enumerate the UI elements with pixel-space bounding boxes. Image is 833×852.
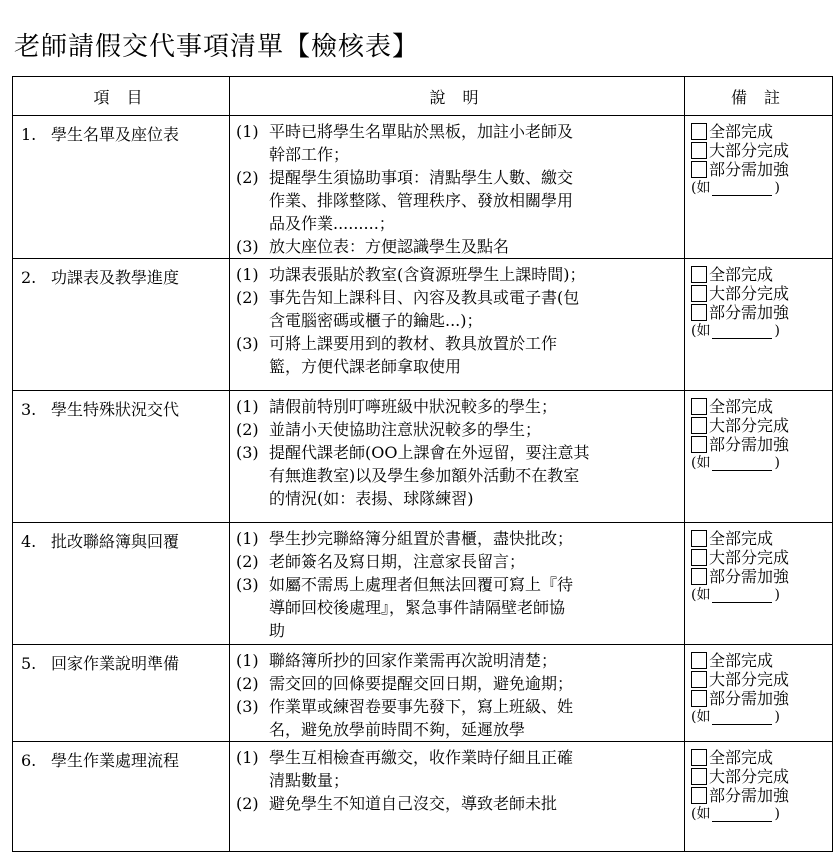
line-number: (1) [236,529,259,548]
item-cell [13,742,230,852]
other-open: (如 [691,180,711,196]
item-number: 5. [21,654,37,673]
note-cell [685,116,833,259]
table-row [13,742,833,852]
description-line [236,619,680,642]
note-option [691,548,832,567]
option-label: 部分需加強 [709,160,790,179]
fill-in-blank[interactable] [712,588,772,603]
checkbox[interactable] [691,768,707,785]
line-number: (3) [236,697,259,716]
note-option [691,786,832,805]
description-cell [230,645,685,742]
fill-in-blank[interactable] [712,181,772,196]
description-line [236,263,680,286]
note-cell [685,645,833,742]
description-line [236,596,680,619]
line-text: 學生互相檢查再繳交，收作業時仔細且正確 [269,748,574,767]
checkbox[interactable] [691,161,707,178]
note-option [691,767,832,786]
line-text: 並請小天使協助注意狀況較多的學生； [269,420,542,439]
item-number: 3. [21,400,37,419]
description-line [236,649,680,672]
header-row [13,77,833,116]
line-text: 導師回校後處理』，緊急事件請隔壁老師協 [269,598,566,617]
checkbox[interactable] [691,398,707,415]
line-number: (3) [236,443,259,462]
header-item: 項 目 [13,77,230,116]
note-other [691,322,832,341]
line-text: 名，避免放學前時間不夠，延遲放學 [269,720,526,739]
option-label: 大部分完成 [709,141,790,160]
checkbox[interactable] [691,123,707,140]
item-name: 回家作業說明準備 [51,654,180,673]
note-option [691,303,832,322]
line-number: (1) [236,265,259,284]
item-cell [13,116,230,259]
line-text: 有無進教室)以及學生參加額外活動不在教室 [269,466,580,485]
line-text: 助 [269,621,286,640]
option-label: 全部完成 [709,651,774,670]
description-line [236,309,680,332]
option-label: 部分需加強 [709,567,790,586]
description-line [236,395,680,418]
line-number [236,487,269,510]
line-number [236,769,269,792]
description-line [236,573,680,596]
line-text: 提醒代課老師(OO上課會在外逗留，要注意其 [269,443,590,462]
option-label: 全部完成 [709,397,774,416]
option-label: 全部完成 [709,748,774,767]
checklist-table [12,76,833,852]
line-number [236,189,269,212]
description-line [236,355,680,378]
item-cell [13,259,230,391]
description-line [236,746,680,769]
line-number: (2) [236,674,259,693]
other-close: ) [774,323,780,339]
checkbox[interactable] [691,690,707,707]
line-text: 老師簽名及寫日期，注意家長留言； [269,552,526,571]
description-cell [230,259,685,391]
item-cell [13,391,230,523]
line-text: 如屬不需馬上處理者但無法回覆可寫上『待 [269,575,574,594]
note-cell [685,523,833,645]
line-number [236,143,269,166]
other-open: (如 [691,323,711,339]
option-label: 大部分完成 [709,767,790,786]
description-line [236,550,680,573]
fill-in-blank[interactable] [712,324,772,339]
line-number: (1) [236,122,259,141]
line-text: 清點數量； [269,771,350,790]
note-cell [685,391,833,523]
line-text: 功課表張貼於教室(含資源班學生上課時間)； [269,265,586,284]
header-note: 備 註 [685,77,833,116]
checkbox[interactable] [691,749,707,766]
other-close: ) [774,709,780,725]
description-cell [230,391,685,523]
note-other [691,708,832,727]
line-number: (1) [236,397,259,416]
item-name: 功課表及教學進度 [51,268,180,287]
other-open: (如 [691,455,711,471]
note-option [691,670,832,689]
option-label: 大部分完成 [709,548,790,567]
other-close: ) [774,180,780,196]
line-number [236,596,269,619]
line-text: 平時已將學生名單貼於黑板，加註小老師及 [269,122,574,141]
line-text: 避免學生不知道自己沒交，導致老師未批 [269,794,558,813]
description-line [236,120,680,143]
item-number: 2. [21,268,37,287]
description-line [236,166,680,189]
item-name: 批改聯絡簿與回覆 [51,532,180,551]
option-label: 全部完成 [709,265,774,284]
description-cell [230,116,685,259]
note-other [691,805,832,824]
table-row [13,259,833,391]
item-name: 學生作業處理流程 [51,751,180,770]
description-cell [230,523,685,645]
note-option [691,284,832,303]
document-title: 老師請假交代事項清單【檢核表】 [14,32,420,62]
table-row [13,391,833,523]
line-number: (3) [236,575,259,594]
item-cell [13,645,230,742]
checkbox[interactable] [691,285,707,302]
note-option [691,416,832,435]
note-option [691,529,832,548]
note-option [691,435,832,454]
line-number: (1) [236,748,259,767]
description-line [236,464,680,487]
other-open: (如 [691,587,711,603]
option-label: 全部完成 [709,529,774,548]
note-option [691,397,832,416]
note-option [691,748,832,767]
line-number: (2) [236,168,259,187]
description-line [236,718,680,741]
line-number [236,464,269,487]
line-text: 含電腦密碼或櫃子的鑰匙...)； [269,311,483,330]
option-label: 大部分完成 [709,416,790,435]
line-text: 可將上課要用到的教材、教具放置於工作 [269,334,558,353]
other-close: ) [774,587,780,603]
description-line [236,487,680,510]
option-label: 部分需加強 [709,303,790,322]
description-line [236,672,680,695]
checkbox[interactable] [691,304,707,321]
description-line [236,286,680,309]
note-cell [685,742,833,852]
description-line [236,792,680,815]
note-other [691,586,832,605]
other-close: ) [774,455,780,471]
table-row [13,523,833,645]
description-line [236,695,680,718]
option-label: 大部分完成 [709,284,790,303]
line-text: 籃，方便代課老師拿取使用 [269,357,462,376]
note-cell [685,259,833,391]
note-option [691,567,832,586]
description-cell [230,742,685,852]
line-text: 幹部工作； [269,145,350,164]
checkbox[interactable] [691,787,707,804]
line-number: (2) [236,420,259,439]
line-text: 的情況(如：表揚、球隊練習) [269,489,474,508]
description-line [236,212,680,235]
line-text: 學生抄完聯絡簿分組置於書櫃，盡快批改； [269,529,574,548]
line-number: (1) [236,651,259,670]
description-line [236,769,680,792]
line-number: (3) [236,334,259,353]
option-label: 部分需加強 [709,786,790,805]
description-line [236,189,680,212]
fill-in-blank[interactable] [712,456,772,471]
item-name: 學生名單及座位表 [51,125,180,144]
item-number: 6. [21,751,37,770]
checkbox[interactable] [691,266,707,283]
item-name: 學生特殊狀況交代 [51,400,180,419]
note-option [691,160,832,179]
note-other [691,179,832,198]
line-text: 品及作業.........； [269,214,395,233]
table-row [13,116,833,259]
line-number [236,309,269,332]
note-option [691,689,832,708]
option-label: 全部完成 [709,122,774,141]
line-text: 聯絡簿所抄的回家作業需再次說明清楚； [269,651,558,670]
line-text: 請假前特別叮嚀班級中狀況較多的學生； [269,397,558,416]
line-number: (2) [236,552,259,571]
checkbox[interactable] [691,142,707,159]
line-number [236,212,269,235]
description-line [236,332,680,355]
line-text: 作業、排隊整隊、管理秩序、發放相關學用 [269,191,574,210]
line-number [236,619,269,642]
description-line [236,441,680,464]
line-number: (2) [236,794,259,813]
description-line [236,235,680,258]
checkbox[interactable] [691,436,707,453]
item-cell [13,523,230,645]
line-text: 需交回的回條要提醒交回日期，避免逾期； [269,674,574,693]
description-line [236,418,680,441]
header-description: 說 明 [230,77,685,116]
option-label: 大部分完成 [709,670,790,689]
item-number: 1. [21,125,37,144]
note-option [691,141,832,160]
line-number [236,355,269,378]
checkbox[interactable] [691,671,707,688]
checkbox[interactable] [691,530,707,547]
note-other [691,454,832,473]
line-number [236,718,269,741]
line-text: 放大座位表：方便認識學生及點名 [269,237,510,256]
other-close: ) [774,806,780,822]
other-open: (如 [691,709,711,725]
fill-in-blank[interactable] [712,710,772,725]
line-number: (2) [236,288,259,307]
checkbox[interactable] [691,549,707,566]
option-label: 部分需加強 [709,689,790,708]
line-text: 提醒學生須協助事項：清點學生人數、繳交 [269,168,574,187]
description-line [236,143,680,166]
note-option [691,265,832,284]
checkbox[interactable] [691,652,707,669]
fill-in-blank[interactable] [712,807,772,822]
note-option [691,122,832,141]
option-label: 部分需加強 [709,435,790,454]
line-text: 事先告知上課科目、內容及教具或電子書(包 [269,288,580,307]
line-number: (3) [236,237,259,256]
other-open: (如 [691,806,711,822]
checkbox[interactable] [691,417,707,434]
table-row [13,645,833,742]
description-line [236,527,680,550]
note-option [691,651,832,670]
item-number: 4. [21,532,37,551]
line-text: 作業單或練習卷要事先發下，寫上班級、姓 [269,697,574,716]
checkbox[interactable] [691,568,707,585]
